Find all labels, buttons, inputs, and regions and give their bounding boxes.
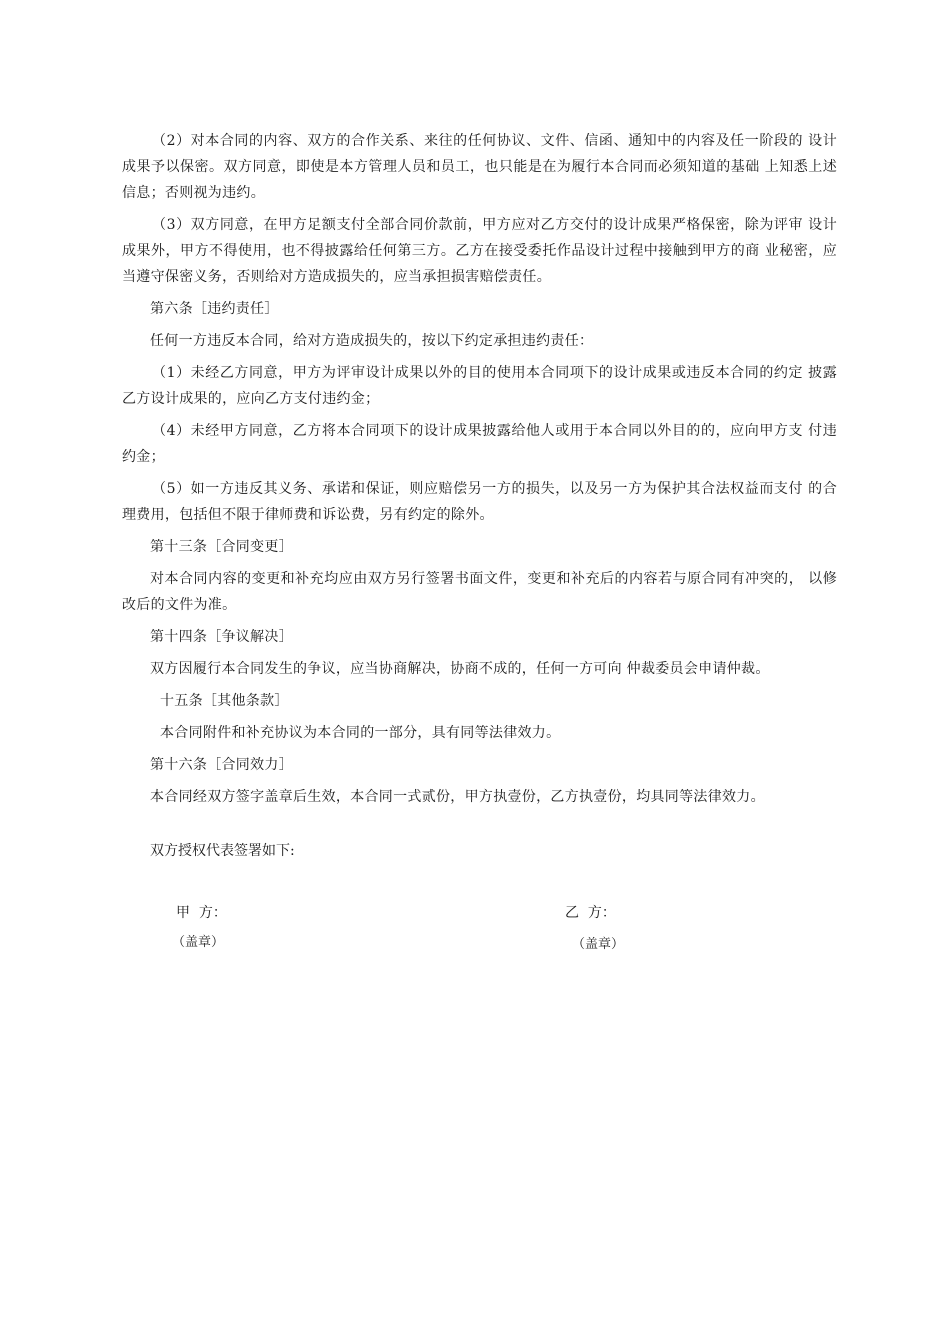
breach-item-4: （4）未经甲方同意，乙方将本合同项下的设计成果披露给他人或用于本合同以外目的的，应向甲方支 付违约金； bbox=[122, 423, 837, 465]
contract-body bbox=[122, 128, 837, 816]
party-b-seal: （盖章） bbox=[572, 937, 625, 952]
article-14-body: 双方因履行本合同发生的争议，应当协商解决，协商不成的，任何一方可向 仲裁委员会申请仲裁。 bbox=[150, 661, 770, 677]
article-15-heading: 十五条［其他条款］ bbox=[160, 693, 289, 709]
party-b-label: 乙 方： bbox=[565, 905, 616, 921]
article-14-heading: 第十四条［争议解决］ bbox=[150, 629, 293, 645]
article-16-body: 本合同经双方签字盖章后生效，本合同一式贰份，甲方执壹份，乙方执壹份，均具同等法律效力。 bbox=[150, 789, 765, 805]
breach-item-5: （5）如一方违反其义务、承诺和保证，则应赔偿另一方的损失，以及另一方为保护其合法权益而支付 的合理费用，包括但不限于律师费和诉讼费，另有约定的除外。 bbox=[122, 481, 837, 523]
article-13-heading: 第十三条［合同变更］ bbox=[150, 539, 293, 555]
article-6-intro: 任何一方违反本合同，给对方造成损失的，按以下约定承担违约责任： bbox=[150, 333, 594, 349]
breach-item-1: （1）未经乙方同意，甲方为评审设计成果以外的目的使用本合同项下的设计成果或违反本合同的约定 披露乙方设计成果的，应向乙方支付违约金； bbox=[122, 365, 837, 407]
party-a-seal: （盖章） bbox=[172, 935, 225, 950]
clause-confidentiality-3: （3）双方同意，在甲方足额支付全部合同价款前，甲方应对乙方交付的设计成果严格保密，除为评审 设计成果外，甲方不得使用，也不得披露给任何第三方。乙方在接受委托作品设计过程中接触到甲方的商 业秘密，应当遵守保密义务，否则给对方造成损失的，应当承担损害赔偿责任。 bbox=[122, 217, 837, 285]
party-a-label: 甲 方： bbox=[176, 905, 227, 921]
signature-intro: 双方授权代表签署如下: bbox=[150, 843, 295, 859]
article-16-heading: 第十六条［合同效力］ bbox=[150, 757, 293, 773]
article-6-heading: 第六条［违约责任］ bbox=[150, 301, 279, 317]
article-15-body: 本合同附件和补充协议为本合同的一部分，具有同等法律效力。 bbox=[160, 725, 561, 741]
article-13-body: 对本合同内容的变更和补充均应由双方另行签署书面文件，变更和补充后的内容若与原合同有冲突的， 以修改后的文件为准。 bbox=[122, 571, 837, 613]
clause-confidentiality-2: （2）对本合同的内容、双方的合作关系、来往的任何协议、文件、信函、通知中的内容及任一阶段的 设计成果予以保密。双方同意，即使是本方管理人员和员工，也只能是在为履行本合同而必须知道的基础 上知悉上述信息；否则视为违约。 bbox=[122, 133, 837, 201]
